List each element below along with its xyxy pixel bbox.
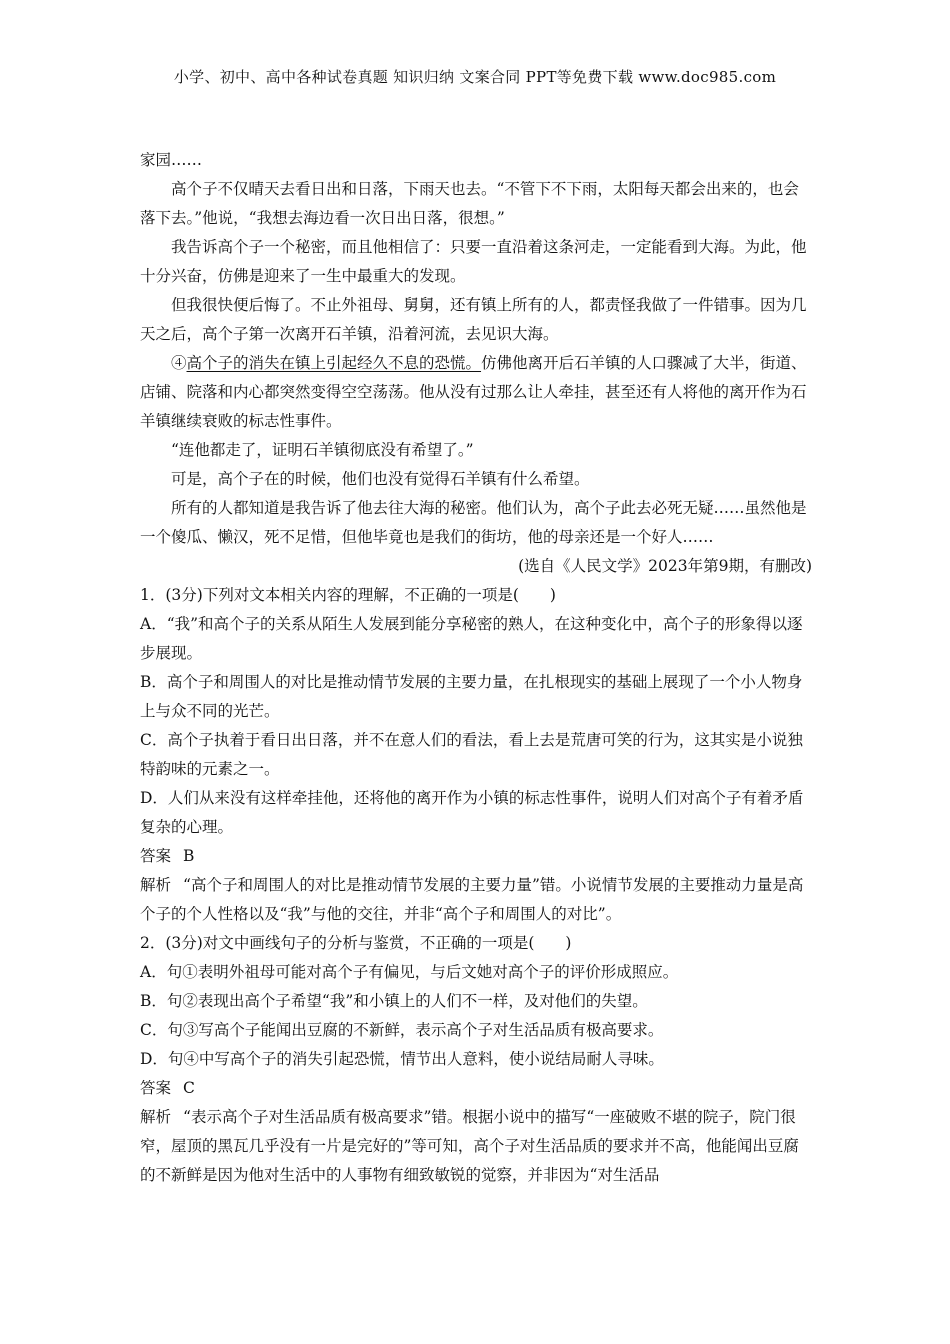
analysis-text: “表示高个子对生活品质有极高要求”错。根据小说中的描写“一座破败不堪的院子，院门很窄，屋顶的黑瓦几乎没有一片是完好的”等可知，高个子对生活品质的要求并不高，他能闻出豆腐的不新鲜是因为他对生活中的人事物有细致敏锐的觉察，并非因为“对生活品 — [140, 1108, 799, 1184]
question-1-answer — [140, 842, 812, 871]
question-2-option-d: D．句④中写高个子的消失引起恐慌，情节出人意料，使小说结局耐人寻味。 — [140, 1050, 664, 1068]
question-2-stem: 2．(3分)对文中画线句子的分析与鉴赏，不正确的一项是( ) — [140, 934, 572, 952]
underlined-sentence: 高个子的消失在镇上引起经久不息的恐慌。 — [186, 354, 482, 372]
passage-paragraph: 我告诉高个子一个秘密，而且他相信了：只要一直沿着这条河走，一定能看到大海。为此，他十分兴奋，仿佛是迎来了一生中最重大的发现。 — [140, 238, 807, 285]
answer-label: 答案 — [140, 847, 172, 865]
passage-paragraph: 但我很快便后悔了。不止外祖母、舅舅，还有镇上所有的人，都责怪我做了一件错事。因为几天之后，高个子第一次离开石羊镇，沿着河流，去见识大海。 — [140, 296, 807, 343]
answer-value: B — [183, 847, 195, 865]
analysis-label: 解析 — [140, 1108, 172, 1126]
question-2-answer — [140, 1074, 812, 1103]
paragraph-text: 仿佛他离开后石羊镇的人口骤减了大半，街道、店铺、院落和内心都突然变得空空荡荡。他从没有过那么让人牵挂，甚至还有人将他的离开作为石羊镇继续衰败的标志性事件。 — [140, 354, 807, 430]
passage-paragraph: 所有的人都知道是我告诉了他去往大海的秘密。他们认为，高个子此去必死无疑……虽然他是一个傻瓜、懒汉，死不足惜，但他毕竟也是我们的街坊，他的母亲还是一个好人…… — [140, 499, 807, 546]
source-citation: (选自《人民文学》2023年第9期，有删改) — [518, 557, 812, 575]
question-2-option-a: A．句①表明外祖母可能对高个子有偏见，与后文她对高个子的评价形成照应。 — [140, 963, 679, 981]
question-1-option-a: A．“我”和高个子的关系从陌生人发展到能分享秘密的熟人，在这种变化中，高个子的形象得以逐步展现。 — [140, 615, 803, 662]
passage-paragraph: 可是，高个子在的时候，他们也没有觉得石羊镇有什么希望。 — [171, 470, 590, 488]
passage-paragraph: “连他都走了，证明石羊镇彻底没有希望了。” — [171, 441, 474, 459]
sentence-marker: ④ — [171, 354, 187, 372]
analysis-label: 解析 — [140, 876, 172, 894]
passage-paragraph-4 — [140, 349, 812, 436]
question-1-option-d: D．人们从来没有这样牵挂他，还将他的离开作为小镇的标志性事件，说明人们对高个子有着矛盾复杂的心理。 — [140, 789, 804, 836]
passage-paragraph: 家园…… — [140, 151, 203, 169]
question-2-analysis — [140, 1103, 812, 1190]
page-header: 小学、初中、高中各种试卷真题 知识归纳 文案合同 PPT等免费下载 www.doc985.com — [173, 68, 777, 86]
question-1-option-c: C．高个子执着于看日出日落，并不在意人们的看法，看上去是荒唐可笑的行为，这其实是小说独特韵味的元素之一。 — [140, 731, 803, 778]
question-1-analysis — [140, 871, 812, 929]
document-body — [140, 146, 812, 1190]
question-1-stem: 1．(3分)下列对文本相关内容的理解，不正确的一项是( ) — [140, 586, 556, 604]
answer-label: 答案 — [140, 1079, 172, 1097]
answer-value: C — [183, 1079, 195, 1097]
question-2-option-b: B．句②表现出高个子希望“我”和小镇上的人们不一样，及对他们的失望。 — [140, 992, 648, 1010]
question-1-option-b: B．高个子和周围人的对比是推动情节发展的主要力量，在扎根现实的基础上展现了一个小人物身上与众不同的光芒。 — [140, 673, 803, 720]
analysis-text: “高个子和周围人的对比是推动情节发展的主要力量”错。小说情节发展的主要推动力量是高个子的个人性格以及“我”与他的交往，并非“高个子和周围人的对比”。 — [140, 876, 804, 923]
passage-paragraph: 高个子不仅晴天去看日出和日落，下雨天也去。“不管下不下雨，太阳每天都会出来的，也会落下去。”他说，“我想去海边看一次日出日落，很想。” — [140, 180, 799, 227]
question-2-option-c: C．句③写高个子能闻出豆腐的不新鲜，表示高个子对生活品质有极高要求。 — [140, 1021, 664, 1039]
